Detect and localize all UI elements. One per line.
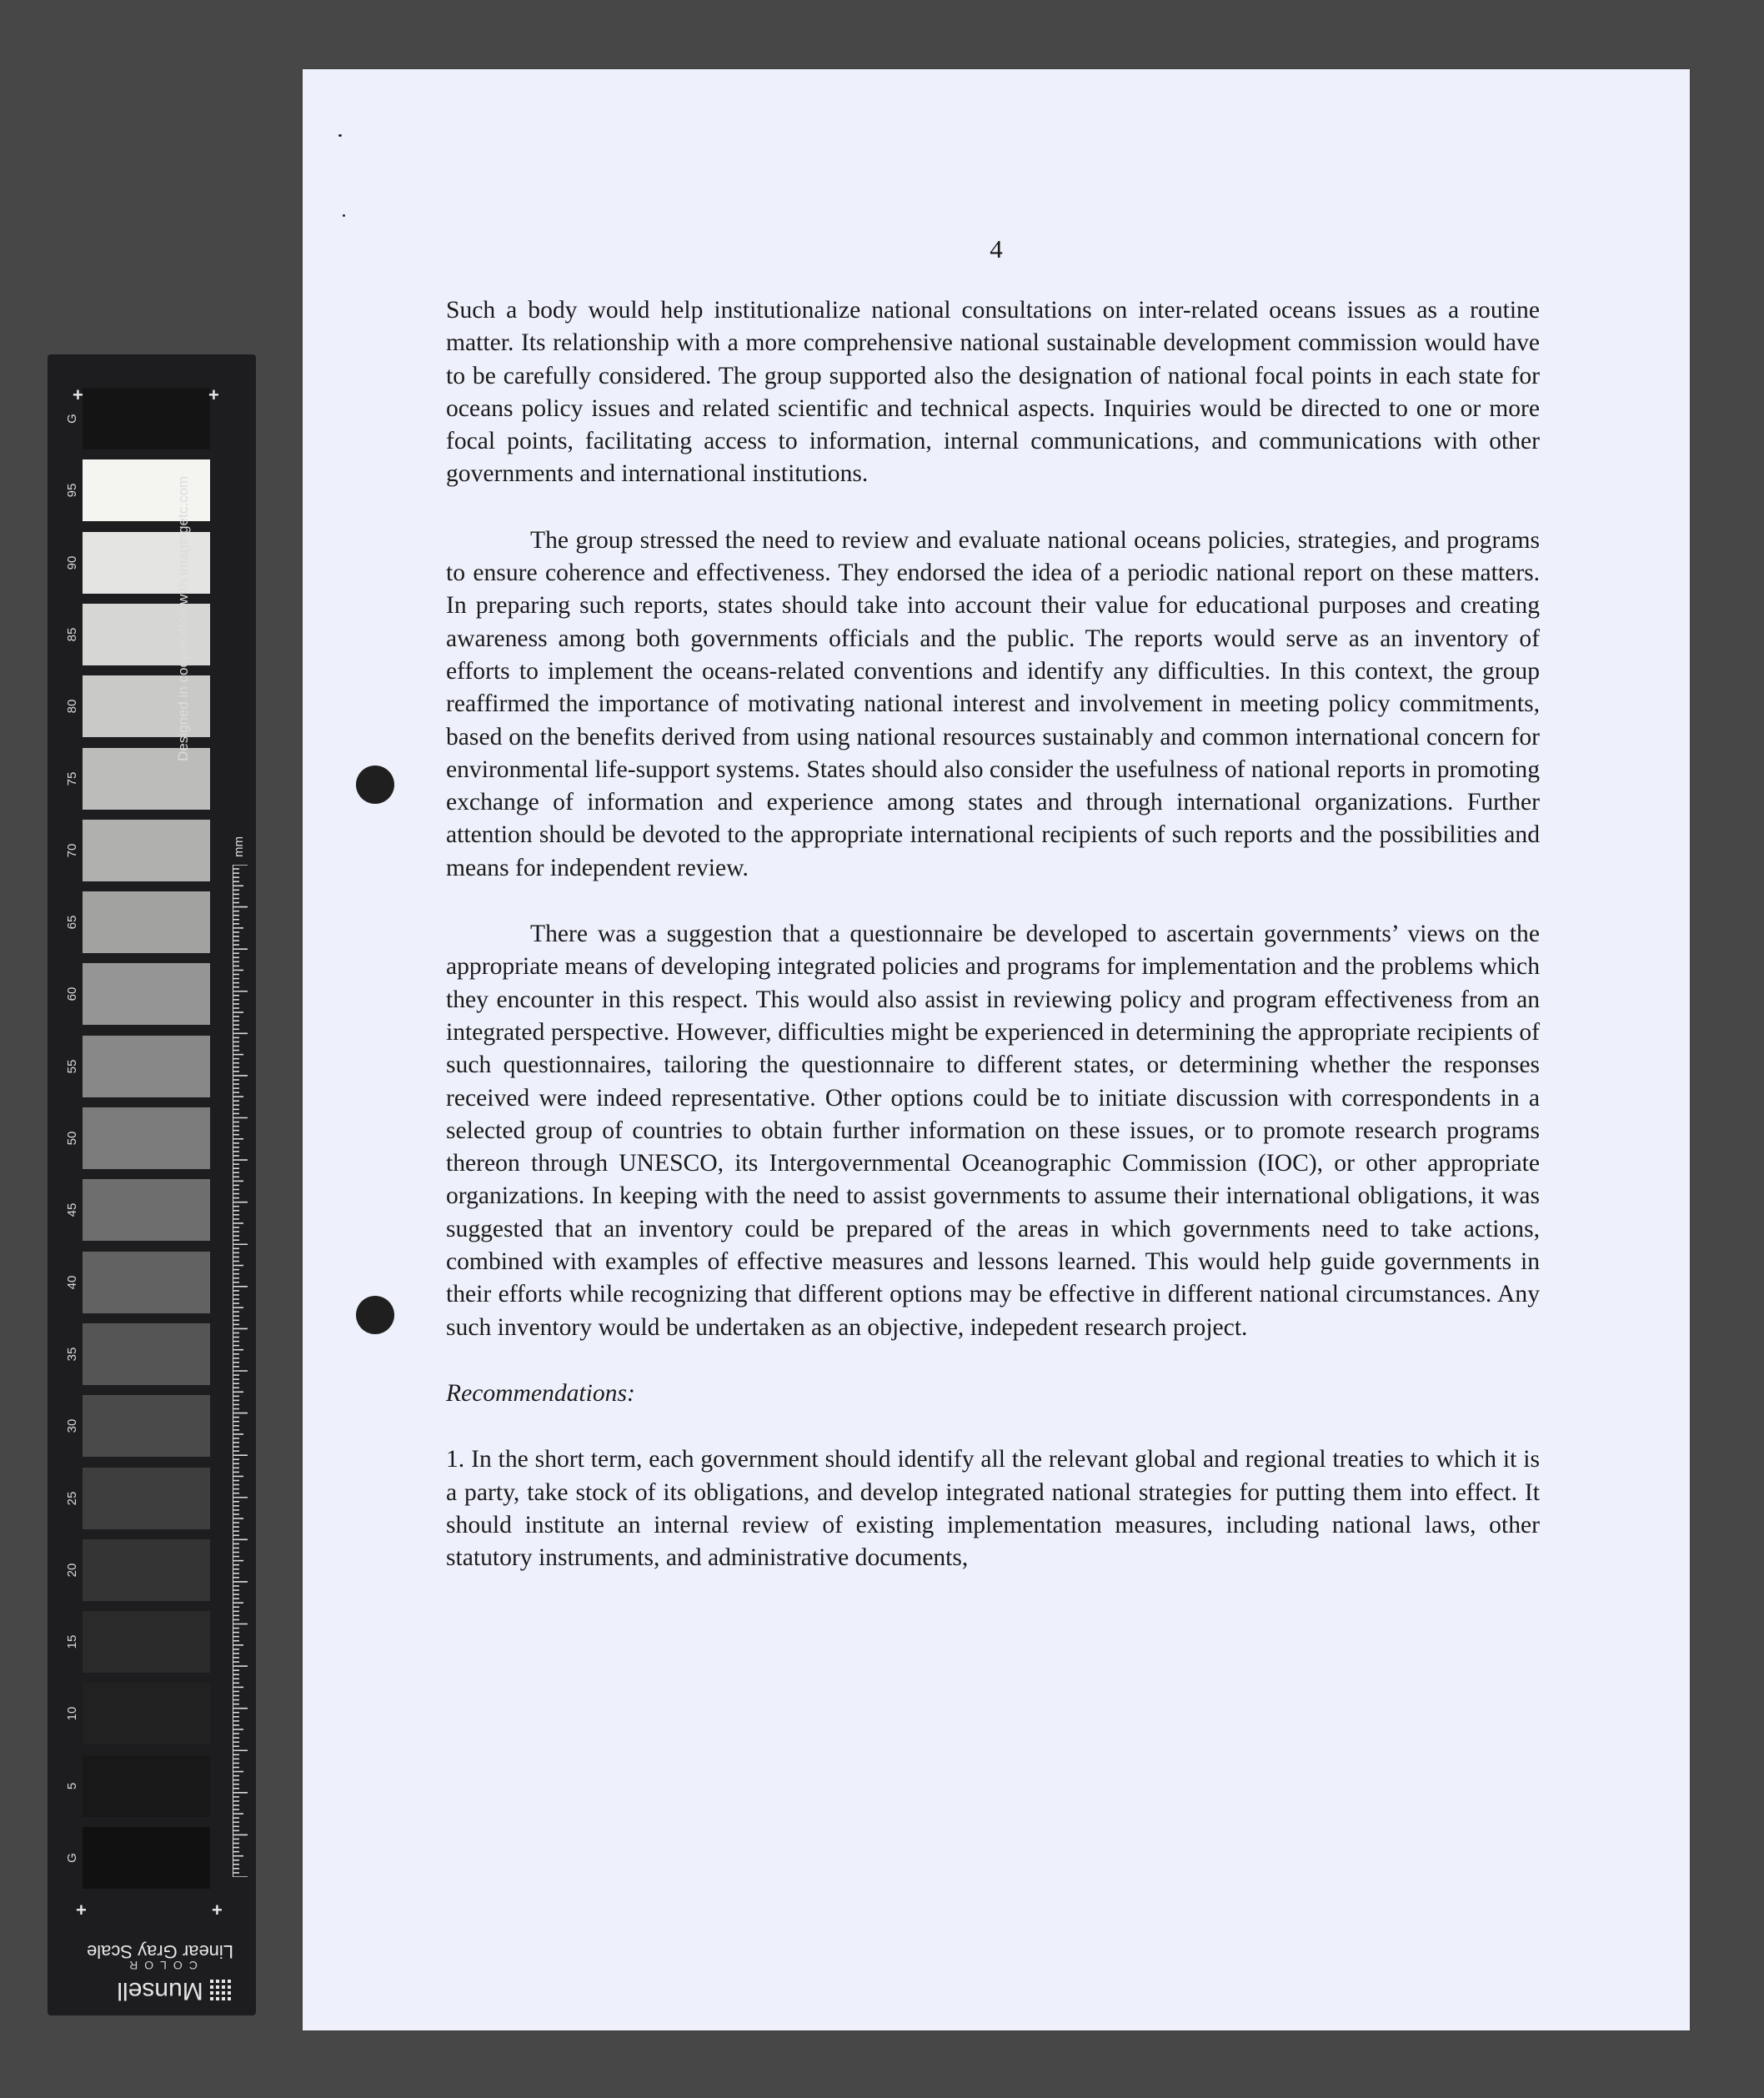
gray-patch-label: 50 <box>65 1131 79 1146</box>
gray-patch <box>83 891 210 953</box>
recommendations-heading: Recommendations: <box>446 1379 635 1407</box>
gray-patch-label: 70 <box>65 843 79 858</box>
gray-patch-label: 30 <box>65 1418 79 1433</box>
paragraph-3: There was a suggestion that a questionnaire be developed to ascertain governments’ views on the appropriate means of developing integrated policies and programs for implementation and the problems which they encounter in this respect. This would also assist in reviewing policy and program effectiveness from an integrated perspective. However, difficulties might be experienced in determining the appropriate recipients of such questionnaires, tailoring the questionnaire to different states, or determining whether the responses received were indeed representative. Other options could be to initiate discussion with correspondents in a selected group of countries to obtain further information on these issues, or to promote research programs thereon through UNESCO, its Intergovernmental Oceanographic Commission (IOC), or other appropriate organizations. In keeping with the need to assist governments to assume their international obligations, it was suggested that an inventory could be prepared of the areas in which governments need to take actions, combined with examples of effective measures and lessons learned. This would help guide governments in their efforts while recognizing that different options may be effective in different national circumstances. Any such inventory would be undertaken as an objective, indepedent research project. <box>446 921 1540 1341</box>
paragraph-1: Such a body would help institutionalize national consultations on inter-related oceans issues as a routine matter. Its relationship with a more comprehensive national sustainable development commission would have to be carefully considered. The group supported also the designation of national focal points in each state for oceans policy issues and related scientific and technical aspects. Inquiries would be directed to one or more focal points, facilitating access to information, internal communications, and communications with other governments and international institutions. <box>446 297 1540 488</box>
gray-patch <box>83 1179 210 1241</box>
brand-name: Munsell <box>117 1977 203 2005</box>
munsell-logo-icon <box>210 1979 232 2000</box>
registration-mark: + <box>212 1900 223 1920</box>
gray-patch <box>83 820 210 881</box>
gray-patch <box>83 1611 210 1673</box>
gray-patch-label: 10 <box>65 1707 79 1721</box>
dust-speck <box>338 134 342 137</box>
gray-patch <box>83 1468 210 1529</box>
gray-patch-label: 5 <box>65 1782 79 1789</box>
gray-patch <box>83 1323 210 1385</box>
gray-patch-label: G <box>65 1853 79 1863</box>
designed-by-text: Designed in cooperation with imagingetc.com <box>175 475 191 761</box>
dust-speck <box>343 214 345 217</box>
gray-scale-card <box>48 354 256 2015</box>
punch-hole <box>356 765 394 804</box>
gray-patch <box>83 1683 210 1744</box>
gray-patch <box>83 388 210 449</box>
gray-patch <box>83 963 210 1025</box>
gray-patch-label: 60 <box>65 987 79 1001</box>
gray-patch <box>83 1252 210 1313</box>
page-number: 4 <box>990 234 1003 264</box>
paragraph-2: The group stressed the need to review and evaluate national oceans policies, strategies, and programs to ensure coherence and effectiveness. They endorsed the idea of a periodic national report on these matters. In preparing such reports, states should take into account their value for educational purposes and creating awareness among both governments officials and the public. The reports would serve as an inventory of efforts to implement the oceans-related conventions and identify any difficulties. In this context, the group reaffirmed the importance of motivating national interest and involvement in meeting policy commitments, based on the benefits derived from using national resources sustainably and common international concern for environmental life-support systems. States should also consider the usefulness of national reports in promoting exchange of information and experience among states and through international organizations. Further attention should be devoted to the appropriate international recipients of such reports and the possibilities and means for independent review. <box>446 526 1540 881</box>
gray-patch-label: 40 <box>65 1275 79 1289</box>
registration-mark: + <box>73 384 83 405</box>
ruler-unit-label: mm <box>232 836 246 857</box>
gray-patch-label: 80 <box>65 699 79 714</box>
body-text <box>446 294 1540 1608</box>
product-title: Linear Gray Scale <box>86 1941 234 1962</box>
gray-patch-label: 75 <box>65 771 79 785</box>
gray-patch <box>83 1036 210 1097</box>
recommendation-1: 1. In the short term, each government should identify all the relevant global and regional treaties to which it is a party, take stock of its obligations, and develop integrated national strategies for putting them into effect. It should institute an internal review of existing implementation measures, including national laws, other statutory instruments, and administrative documents, <box>446 1446 1540 1572</box>
gray-patch <box>83 1107 210 1169</box>
gray-patch <box>83 1539 210 1601</box>
gray-patch-label: G <box>65 414 79 424</box>
gray-patch-label: 85 <box>65 627 79 642</box>
brand-subtitle: COLOR <box>123 1959 198 1972</box>
gray-patch-label: 20 <box>65 1563 79 1578</box>
gray-patch-label: 35 <box>65 1347 79 1362</box>
registration-mark: + <box>76 1900 87 1920</box>
gray-patch-label: 45 <box>65 1202 79 1217</box>
gray-patch <box>83 1755 210 1817</box>
punch-hole <box>356 1296 394 1334</box>
gray-patch-label: 95 <box>65 483 79 498</box>
gray-patch-label: 65 <box>65 915 79 930</box>
document-page <box>303 69 1690 2030</box>
gray-patch-label: 55 <box>65 1059 79 1074</box>
mm-ruler <box>233 865 249 1877</box>
gray-patch <box>83 1827 210 1889</box>
gray-patch-label: 25 <box>65 1491 79 1505</box>
gray-patch <box>83 1395 210 1457</box>
gray-patch-label: 15 <box>65 1634 79 1649</box>
registration-mark: + <box>208 384 219 405</box>
gray-patch-label: 90 <box>65 555 79 570</box>
